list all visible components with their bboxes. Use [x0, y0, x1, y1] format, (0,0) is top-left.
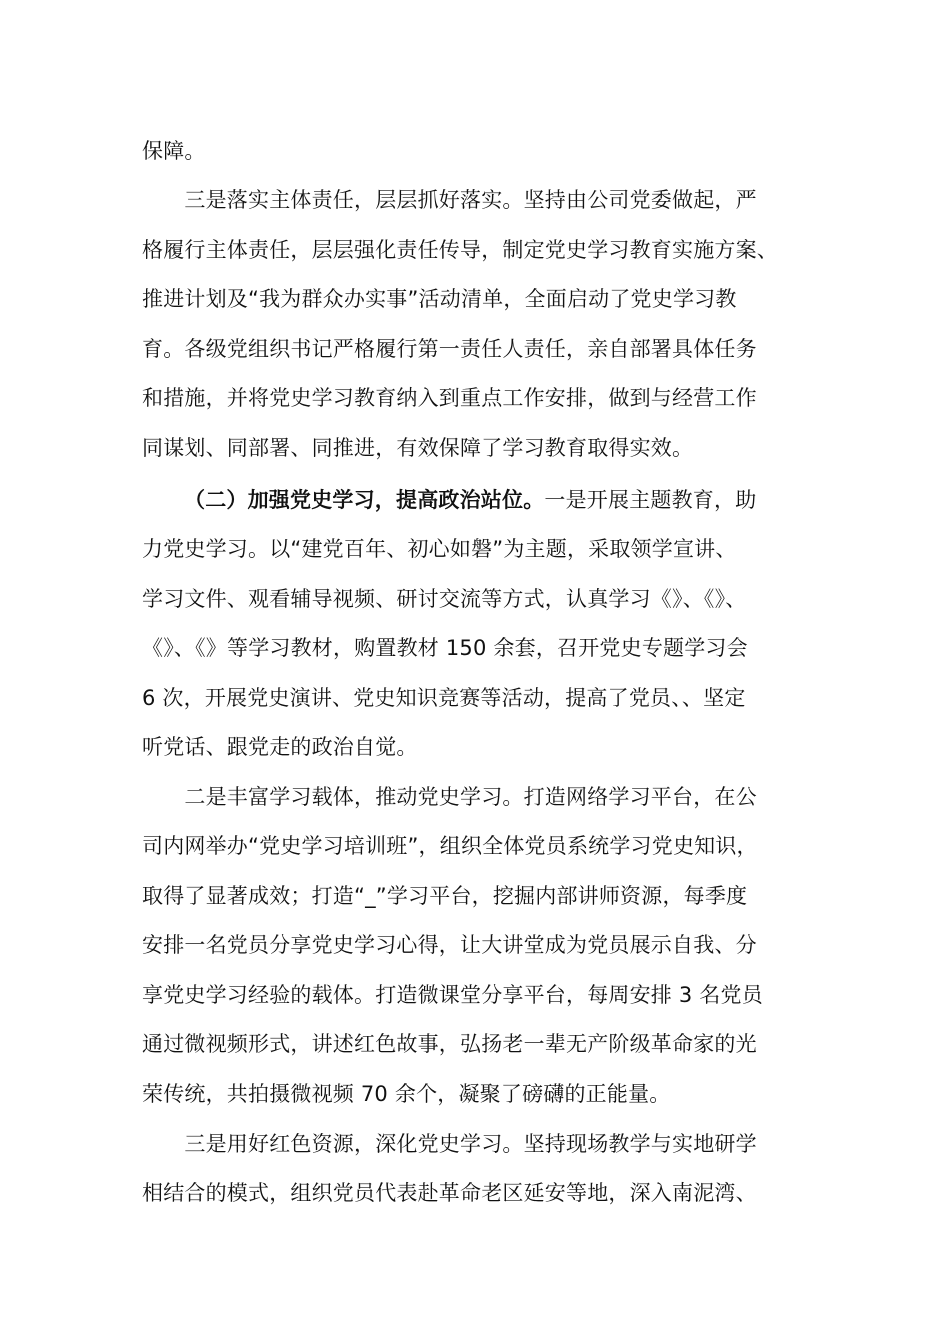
- text-line: 享党史学习经验的载体。打造微课堂分享平台，每周安排 3 名党员: [142, 983, 763, 1007]
- section-heading-line: [184, 483, 824, 517]
- text-line: 育。各级党组织书记严格履行第一责任人责任，亲自部署具体任务: [142, 337, 757, 361]
- text-line: 三是用好红色资源，深化党史学习。坚持现场教学与实地研学: [142, 1132, 757, 1156]
- text-line: 格履行主体责任，层层强化责任传导，制定党史学习教育实施方案、: [142, 238, 778, 262]
- text-line: 二是丰富学习载体，推动党史学习。打造网络学习平台，在公: [142, 785, 757, 809]
- text-line: 荣传统，共拍摄微视频 70 余个，凝聚了磅礴的正能量。: [142, 1082, 671, 1106]
- text-line: 通过微视频形式，讲述红色故事，弘扬老一辈无产阶级革命家的光: [142, 1032, 757, 1056]
- text-line: 力党史学习。以“建党百年、初心如磐”为主题，采取领学宣讲、: [142, 537, 737, 561]
- text-line: 和措施，并将党史学习教育纳入到重点工作安排，做到与经营工作: [142, 386, 757, 410]
- text-line: 学习文件、观看辅导视频、研讨交流等方式，认真学习《》、《》、: [142, 587, 747, 611]
- text-line: 保障。: [142, 139, 206, 163]
- text-line: 6 次，开展党史演讲、党史知识竞赛等活动，提高了党员、、坚定: [142, 686, 746, 710]
- text-span: 一是开展主题教育，助: [544, 488, 757, 512]
- section-heading: （二）加强党史学习，提高政治站位。: [184, 488, 545, 512]
- text-line: 同谋划、同部署、同推进，有效保障了学习教育取得实效。: [142, 436, 694, 460]
- text-line: 相结合的模式，组织党员代表赴革命老区延安等地，深入南泥湾、: [142, 1181, 757, 1205]
- text-line: 推进计划及“我为群众办实事”活动清单，全面启动了党史学习教: [142, 287, 737, 311]
- text-line: 三是落实主体责任，层层抓好落实。坚持由公司党委做起，严: [142, 188, 757, 212]
- text-line: 听党话、跟党走的政治自觉。: [142, 735, 418, 759]
- text-line: 安排一名党员分享党史学习心得，让大讲堂成为党员展示自我、分: [142, 933, 757, 957]
- text-line: 司内网举办“党史学习培训班”，组织全体党员系统学习党史知识，: [142, 834, 758, 858]
- text-line: 取得了显著成效；打造“_”学习平台，挖掘内部讲师资源，每季度: [142, 884, 748, 908]
- text-line: 《》、《》等学习教材，购置教材 150 余套，召开党史专题学习会: [142, 636, 748, 660]
